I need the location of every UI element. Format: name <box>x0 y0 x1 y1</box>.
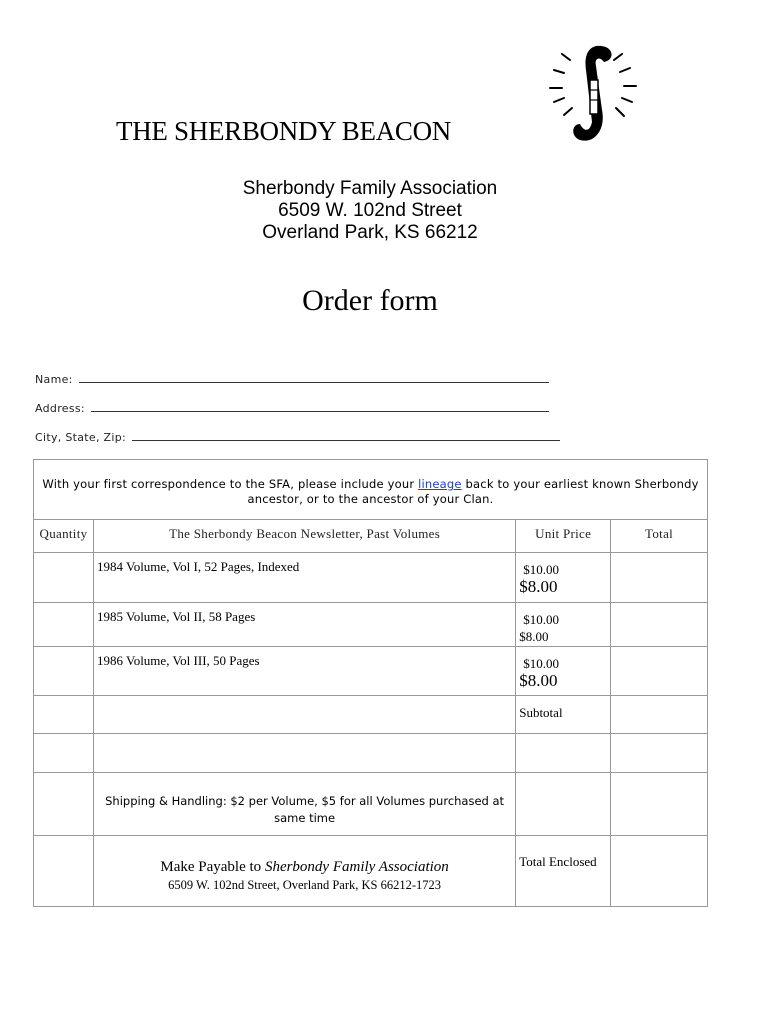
shipping-row <box>34 773 708 836</box>
intro-note <box>33 459 708 519</box>
payable-cell <box>93 836 515 907</box>
item-description: 1984 Volume, Vol I, 52 Pages, Indexed <box>93 553 515 603</box>
empty-cell <box>516 773 611 836</box>
city-state-zip-label: City, State, Zip: <box>35 431 127 444</box>
unit-price-cell <box>516 553 611 603</box>
total-cell[interactable] <box>611 647 708 696</box>
empty-cell <box>34 734 94 773</box>
unit-price-cell <box>516 647 611 696</box>
payable-row <box>34 836 708 907</box>
intro-text-before: With your first correspondence to the SFA, please include your <box>42 477 419 491</box>
price-new: $8.00 <box>519 629 549 644</box>
price-old: $10.00 <box>523 562 559 577</box>
lighthouse-s-logo-icon <box>544 40 644 150</box>
subtotal-row <box>34 696 708 734</box>
table-row <box>34 647 708 696</box>
subtotal-label: Subtotal <box>516 696 611 734</box>
name-line[interactable] <box>79 372 549 383</box>
item-description: 1986 Volume, Vol III, 50 Pages <box>93 647 515 696</box>
address-line[interactable] <box>91 401 549 412</box>
table-header-row <box>34 520 708 553</box>
empty-cell <box>93 696 515 734</box>
empty-cell <box>516 734 611 773</box>
price-new: $8.00 <box>519 577 558 596</box>
item-description: 1985 Volume, Vol II, 58 Pages <box>93 603 515 647</box>
total-enclosed-label: Total Enclosed <box>516 836 611 907</box>
order-form-title: Order form <box>302 284 438 317</box>
unit-price-header: Unit Price <box>516 520 611 553</box>
quantity-cell[interactable] <box>34 553 94 603</box>
address-field[interactable] <box>35 401 549 415</box>
total-cell[interactable] <box>611 603 708 647</box>
price-new: $8.00 <box>519 671 558 690</box>
address-label: Address: <box>35 402 85 415</box>
empty-cell <box>34 696 94 734</box>
price-old: $10.00 <box>523 656 559 671</box>
empty-cell <box>93 734 515 773</box>
payable-line <box>94 858 515 876</box>
city-state-zip-field[interactable] <box>35 430 560 444</box>
payable-address: 6509 W. 102nd Street, Overland Park, KS 66212-1723 <box>168 878 442 892</box>
association-city: Overland Park, KS 66212 <box>262 222 478 243</box>
total-cell[interactable] <box>611 553 708 603</box>
association-street: 6509 W. 102nd Street <box>278 200 462 221</box>
subtotal-cell[interactable] <box>611 696 708 734</box>
blank-row <box>34 734 708 773</box>
total-header: Total <box>611 520 708 553</box>
empty-cell <box>34 773 94 836</box>
table-row <box>34 603 708 647</box>
empty-cell <box>34 836 94 907</box>
intro-text-after: back to your earliest known Sherbondy ancestor, or to the ancestor of your Clan. <box>247 477 699 506</box>
table-row <box>34 553 708 603</box>
association-name: Sherbondy Family Association <box>242 178 498 199</box>
shipping-note: Shipping & Handling: $2 per Volume, $5 for all Volumes purchased at same time <box>93 773 515 836</box>
name-field[interactable] <box>35 372 549 386</box>
payable-prefix: Make Payable to <box>160 859 265 875</box>
order-table <box>33 519 708 907</box>
description-header: The Sherbondy Beacon Newsletter, Past Volumes <box>93 520 515 553</box>
name-label: Name: <box>35 373 73 386</box>
city-state-zip-line[interactable] <box>132 430 560 441</box>
price-old: $10.00 <box>523 612 559 627</box>
lineage-link[interactable]: lineage <box>418 477 462 491</box>
payable-name: Sherbondy Family Association <box>264 859 449 875</box>
quantity-cell[interactable] <box>34 647 94 696</box>
quantity-cell[interactable] <box>34 603 94 647</box>
empty-cell <box>611 734 708 773</box>
page-title: THE SHERBONDY BEACON <box>116 116 452 146</box>
shipping-total-cell[interactable] <box>611 773 708 836</box>
total-enclosed-cell[interactable] <box>611 836 708 907</box>
unit-price-cell <box>516 603 611 647</box>
quantity-header: Quantity <box>34 520 94 553</box>
